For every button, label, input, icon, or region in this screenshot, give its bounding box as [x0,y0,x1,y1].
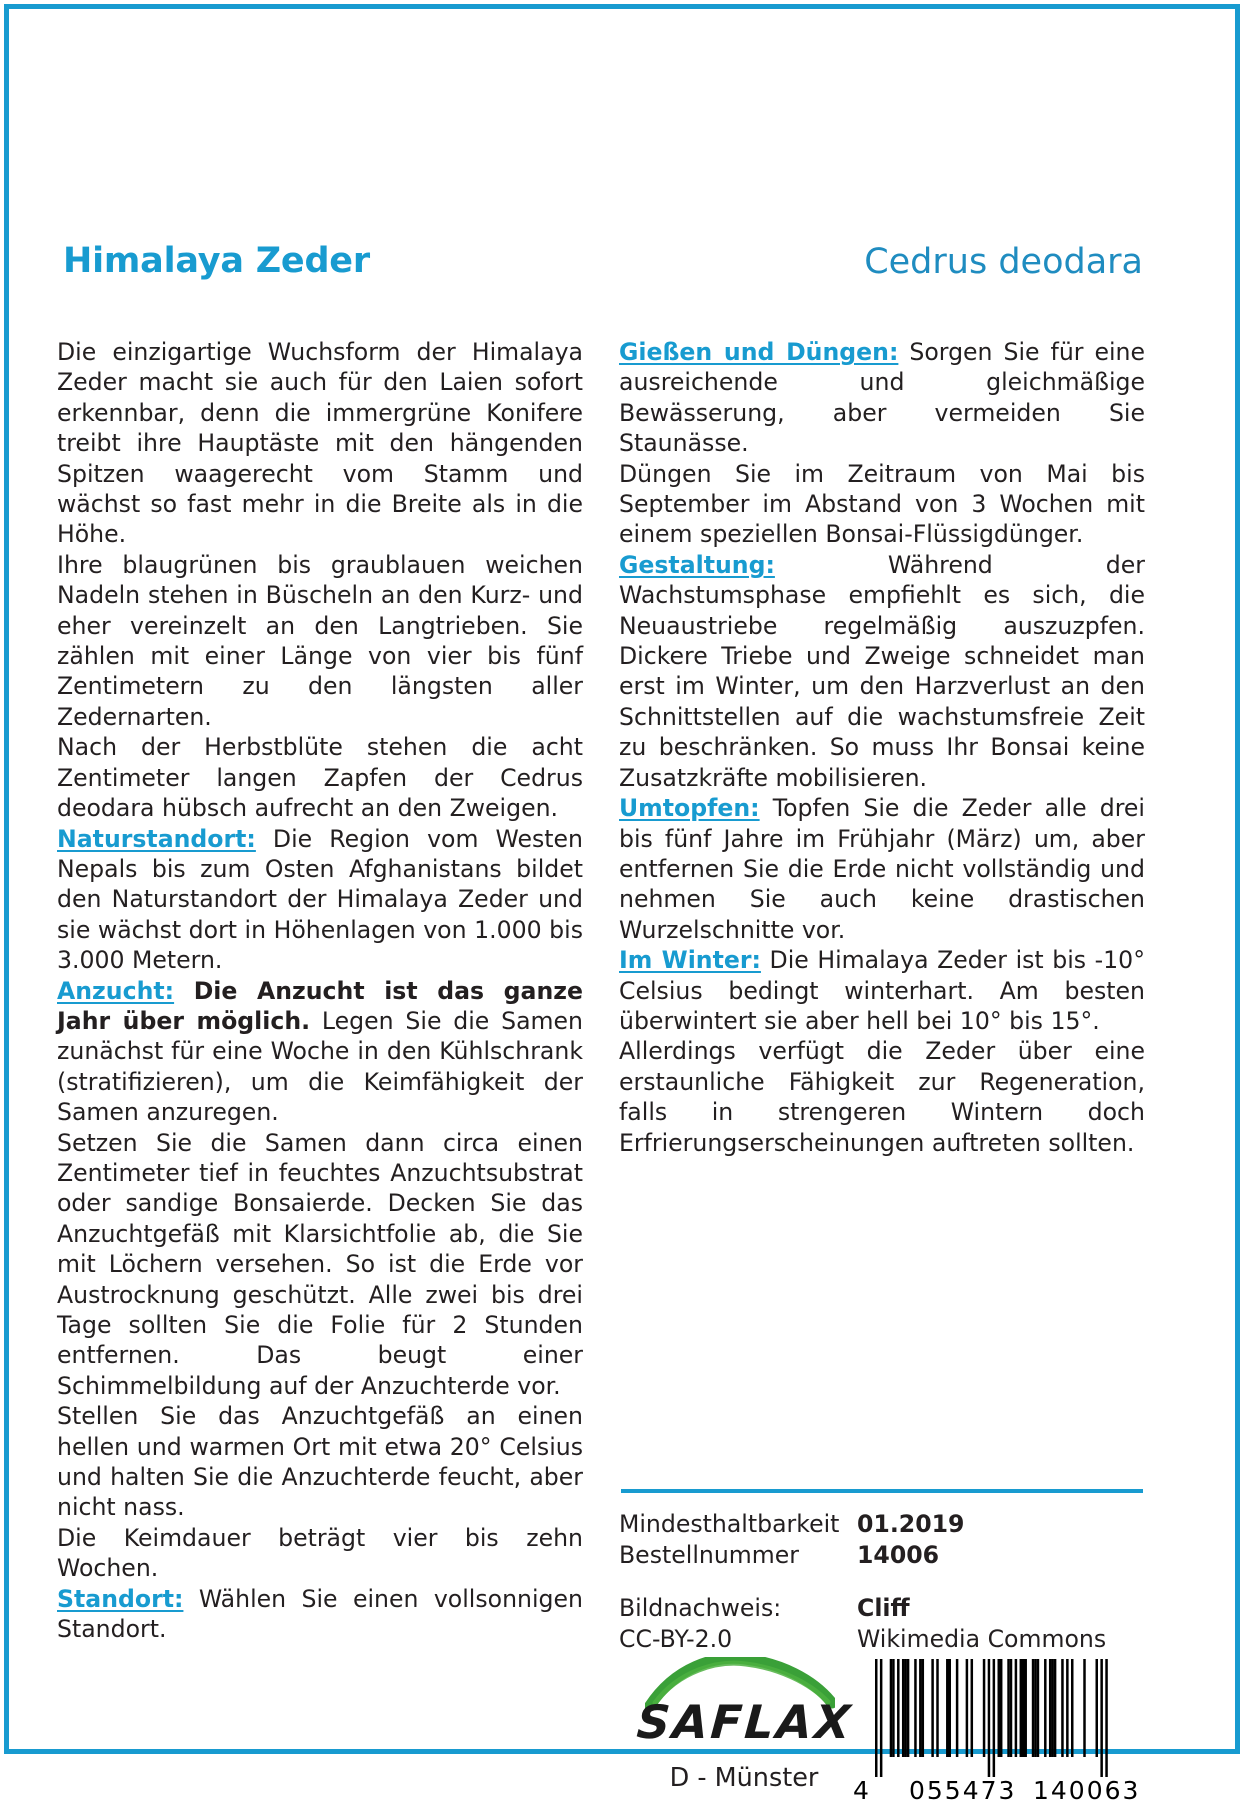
paragraph [619,1036,1145,1158]
credit-label: Bildnachweis: [619,1594,782,1622]
section-heading: Naturstandort: [57,824,256,853]
section-heading: Umtopfen: [619,794,760,823]
paragraph-text: Legen Sie die Samen zunächst für eine Woche in den Kühlschrank (stratifizieren), um die Keimfähigkeit der Samen anzuregen. [57,1006,583,1127]
svg-text:4: 4 [853,1776,869,1805]
paragraph [57,1128,583,1402]
paragraph-text: Die einzigartige Wuchsform der Himalaya Zeder macht sie auch für den Laien sofort erkennbar, denn die immergrüne Konifere treibt ihre Hauptäste mit den hängenden Spitzen waagerecht vom Stamm und wächst so fast mehr in die Breite als in die Höhe. [57,338,583,549]
section-heading: Standort: [57,1584,184,1613]
two-column-body [57,337,1145,1805]
table-row [619,1540,1145,1571]
brand-and-barcode-row [619,1653,1145,1813]
paragraph-text: Wählen Sie einen vollsonnigen Standort. [57,1584,583,1644]
right-text-column [619,337,1145,1805]
paragraph [619,945,1145,1036]
barcode-graphic [851,1653,1145,1805]
paragraph [57,1401,583,1523]
paragraph [619,459,1145,550]
saflax-logo [635,1657,855,1807]
seed-packet-page [4,4,1240,1805]
paragraph [57,337,583,550]
paragraph [57,732,583,823]
paragraph-text: Nach der Herbstblüte stehen die acht Zentimeter langen Zapfen der Cedrus deodara hübsch aufrecht an den Zweigen. [57,733,583,823]
content-area [57,241,1145,1805]
metadata-value: 01.2019 [857,1510,965,1538]
brand-city: D - Münster [669,1763,819,1793]
ean13-barcode [851,1653,1145,1805]
section-heading: Im Winter: [619,946,761,975]
paragraph-text: Allerdings verfügt die Zeder über eine erstaunliche Fähigkeit zur Regeneration, falls in strengeren Wintern doch Erfrierungserscheinungen auftreten sollten. [619,1037,1145,1157]
section-heading: Gestaltung: [619,550,775,579]
svg-text:055473: 055473 [909,1776,1017,1805]
page-header [57,241,1145,303]
saflax-wordmark: SAFLAX [635,1695,855,1749]
metadata-label: Mindesthaltbarkeit [619,1510,840,1538]
credit-license: CC-BY-2.0 [619,1625,733,1653]
paragraph [57,550,583,732]
paragraph-text: Die Region vom Westen Nepals bis zum Osten Afghanistans bildet den Naturstandort der Himalaya Zeder und sie wächst dort in Höhenlagen von 1.000 bis 3.000 Metern. [57,824,583,975]
left-text-column [57,337,583,1644]
paragraph [57,976,583,1128]
credit-value: Cliff [857,1594,910,1622]
paragraph-text: Topfen Sie die Zeder alle drei bis fünf Jahre im Frühjahr (März) um, aber entfernen Sie die Erde nicht vollständig und nehmen Sie auch keine drastischen Wurzelschnitte vor. [619,794,1145,944]
paragraph [57,1523,583,1584]
paragraph [619,550,1145,793]
paragraph-text: Die Himalaya Zeder ist bis -10° Celsius bedingt winterhart. Am besten überwintert sie aber hell bei 10° bis 15°. [619,946,1145,1035]
paragraph-text: Während der Wachstumsphase empfiehlt es sich, die Neuaustriebe regelmäßig auszuzpfen. Dickere Triebe und Zweige schneidet man erst im Winter, um den Harzverlust an den Schnittstellen auf die wachstumsfreie Zeit zu beschränken. So muss Ihr Bonsai keine Zusatzkräfte mobilisieren. [619,550,1145,792]
paragraph-text: Sorgen Sie für eine ausreichende und gleichmäßige Bewässerung, aber vermeiden Sie Staunässe. [619,338,1145,458]
footer-divider [621,1489,1143,1493]
paragraph [619,793,1145,945]
svg-text:140063: 140063 [1033,1776,1141,1805]
section-heading: Anzucht: [57,976,175,1005]
paragraph [619,337,1145,459]
metadata-table [619,1509,1145,1655]
table-row [619,1624,1145,1655]
paragraph-text: Ihre blaugrünen bis graublauen weichen Nadeln stehen in Büscheln an den Kurz- und eher vereinzelt an den Langtrieben. Sie zählen mit einer Länge von vier bis fünf Zentimetern zu den längsten aller Zedernarten. [57,550,583,731]
table-spacer-row [619,1571,1145,1593]
paragraph-bold-lead: Die Anzucht ist das ganze Jahr über möglich. [57,976,583,1035]
table-row [619,1593,1145,1624]
metadata-value: 14006 [857,1541,940,1569]
paragraph [57,824,583,976]
paragraph-text: Die Keimdauer beträgt vier bis zehn Wochen. [57,1523,583,1583]
paragraph-text: Setzen Sie die Samen dann circa einen Zentimeter tief in feuchtes Anzuchtsubstrat oder sandige Bonsaierde. Decken Sie das Anzuchtgefäß mit Klarsichtfolie ab, die Sie mit Löchern versehen. So ist die Erde vor Austrocknung geschützt. Alle zwei bis drei Tage sollten Sie die Folie für 2 Stunden entfernen. Das beugt einer Schimmelbildung auf der Anzuchterde vor. [57,1128,583,1400]
footer-metadata-block [619,1489,1145,1655]
paragraph-text: Stellen Sie das Anzuchtgefäß an einen hellen und warmen Ort mit etwa 20° Celsius und halten Sie die Anzuchterde feucht, aber nicht nass. [57,1402,583,1522]
paragraph-text: Düngen Sie im Zeitraum von Mai bis September im Abstand von 3 Wochen mit einem speziellen Bonsai-Flüssigdünger. [619,459,1145,549]
paragraph [57,1584,583,1645]
table-row [619,1509,1145,1540]
page-title-common-name: Himalaya Zeder [63,241,370,281]
metadata-label: Bestellnummer [619,1541,799,1569]
section-heading: Gießen und Düngen: [619,338,899,366]
page-title-latin-name: Cedrus deodara [864,242,1143,282]
credit-source: Wikimedia Commons [857,1625,1107,1653]
